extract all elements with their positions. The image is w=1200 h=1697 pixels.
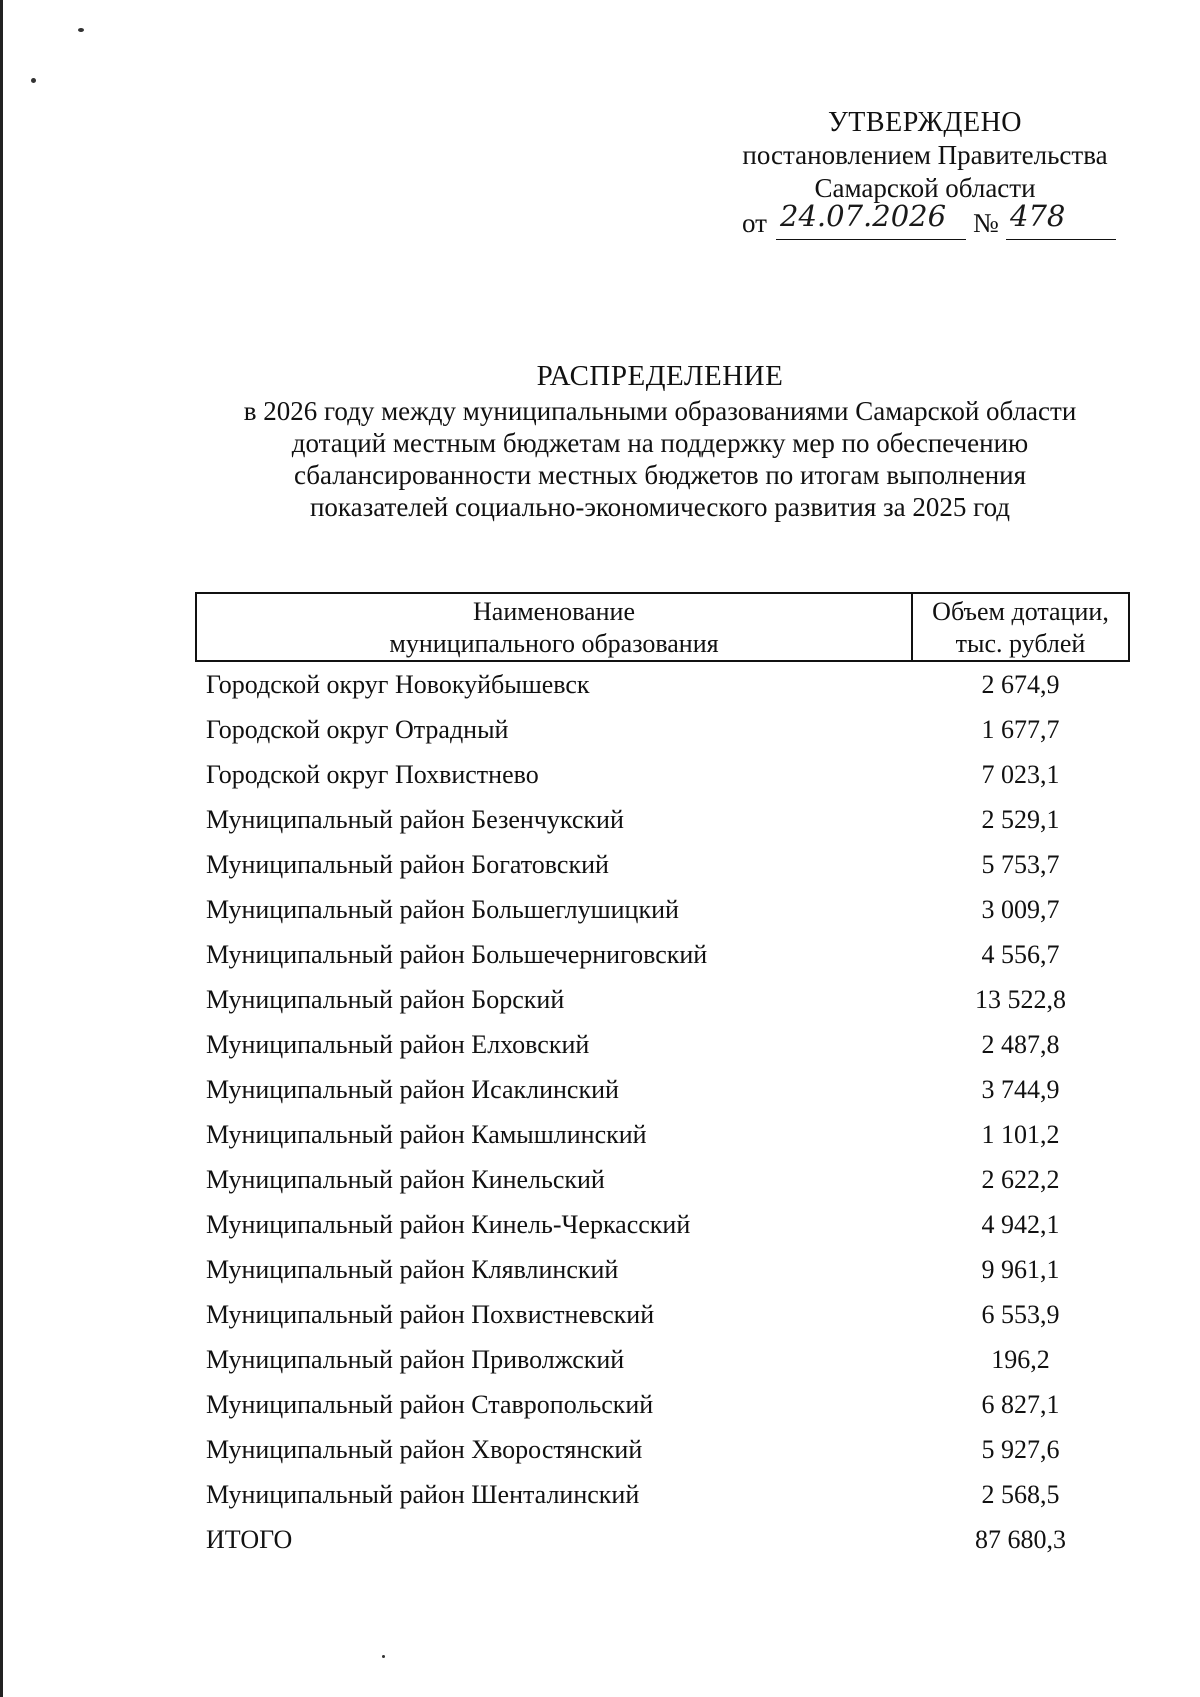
- table-row: [196, 977, 1129, 1022]
- header-name-column: [196, 593, 912, 661]
- table-row: [196, 1157, 1129, 1202]
- table-row: [196, 887, 1129, 932]
- table-row: [196, 1472, 1129, 1517]
- row-value: 2 622,2: [981, 1164, 1060, 1194]
- row-name: Городской округ Новокуйбышевск: [206, 669, 590, 699]
- row-name: Муниципальный район Безенчукский: [206, 804, 624, 834]
- table-row: [196, 842, 1129, 887]
- distribution-table: [195, 592, 1130, 1562]
- table-row: [196, 752, 1129, 797]
- table-row: [196, 1292, 1129, 1337]
- scan-speck: [31, 78, 36, 83]
- page-edge-line: [0, 0, 3, 1697]
- row-name: Муниципальный район Ставропольский: [206, 1389, 654, 1419]
- handwritten-number: 478: [1010, 199, 1066, 233]
- header-value-column: [912, 593, 1129, 661]
- row-name: Муниципальный район Хворостянский: [206, 1434, 643, 1464]
- document-title: РАСПРЕДЕЛЕНИЕ: [536, 360, 784, 392]
- table-row: [196, 1247, 1129, 1292]
- heading-line: показателей социально-экономического развития за 2025 год: [309, 492, 1011, 522]
- row-name: Муниципальный район Большечерниговский: [206, 939, 708, 969]
- table-row: [196, 1112, 1129, 1157]
- row-value: 6 553,9: [981, 1299, 1060, 1329]
- row-name: Муниципальный район Кинельский: [206, 1164, 605, 1194]
- row-value: 5 927,6: [981, 1434, 1060, 1464]
- table-row: [196, 1382, 1129, 1427]
- row-name: Муниципальный район Борский: [206, 984, 565, 1014]
- scan-speck: [78, 28, 84, 32]
- table-row: [196, 1427, 1129, 1472]
- row-value: 2 674,9: [981, 669, 1060, 699]
- table-body: [196, 661, 1129, 1562]
- approval-date-line: [720, 199, 1130, 245]
- number-sign: №: [973, 208, 999, 238]
- approval-line: Самарской области: [814, 173, 1036, 203]
- date-prefix: от: [742, 208, 767, 238]
- row-name: Муниципальный район Приволжский: [206, 1344, 625, 1374]
- row-value: 3 009,7: [981, 894, 1060, 924]
- table-header-row: [196, 593, 1129, 661]
- row-value: 9 961,1: [981, 1254, 1060, 1284]
- header-name-line: Наименование: [473, 597, 635, 626]
- row-name: Муниципальный район Кинель-Черкасский: [206, 1209, 691, 1239]
- total-value: 87 680,3: [975, 1524, 1066, 1554]
- scan-speck: [382, 1655, 385, 1658]
- row-value: 3 744,9: [981, 1074, 1060, 1104]
- approval-line: постановлением Правительства: [742, 140, 1108, 170]
- table-row: [196, 1202, 1129, 1247]
- approval-title: УТВЕРЖДЕНО: [827, 107, 1023, 138]
- row-value: 196,2: [991, 1344, 1050, 1374]
- number-underline: [1006, 239, 1116, 240]
- row-name: Муниципальный район Богатовский: [206, 849, 609, 879]
- table-row: [196, 932, 1129, 977]
- document-heading: [160, 360, 1160, 523]
- handwritten-date: 24.07.2026: [780, 199, 947, 233]
- table-row: [196, 661, 1129, 707]
- table-row: [196, 1022, 1129, 1067]
- table-row: [196, 707, 1129, 752]
- row-name: Муниципальный район Большеглушицкий: [206, 894, 679, 924]
- row-name: Муниципальный район Елховский: [206, 1029, 590, 1059]
- row-value: 4 556,7: [981, 939, 1060, 969]
- total-label: ИТОГО: [206, 1524, 293, 1554]
- date-underline: [776, 239, 966, 240]
- row-name: Муниципальный район Шенталинский: [206, 1479, 640, 1509]
- heading-line: сбалансированности местных бюджетов по итогам выполнения: [293, 460, 1027, 490]
- row-name: Городской округ Похвистнево: [206, 759, 539, 789]
- row-name: Муниципальный район Исаклинский: [206, 1074, 619, 1104]
- table-row: [196, 797, 1129, 842]
- row-value: 5 753,7: [981, 849, 1060, 879]
- header-value-line: тыс. рублей: [955, 629, 1086, 658]
- row-value: 2 529,1: [981, 804, 1060, 834]
- table-row: [196, 1337, 1129, 1382]
- row-value: 4 942,1: [981, 1209, 1060, 1239]
- row-name: Муниципальный район Похвистневский: [206, 1299, 655, 1329]
- header-name-line: муниципального образования: [389, 629, 719, 658]
- row-name: Муниципальный район Камышлинский: [206, 1119, 647, 1149]
- row-name: Муниципальный район Клявлинский: [206, 1254, 619, 1284]
- heading-line: дотаций местным бюджетам на поддержку мер по обеспечению: [291, 428, 1029, 458]
- row-value: 1 101,2: [981, 1119, 1060, 1149]
- total-row: [196, 1517, 1129, 1562]
- row-value: 13 522,8: [975, 984, 1066, 1014]
- row-value: 2 568,5: [981, 1479, 1060, 1509]
- row-name: Городской округ Отрадный: [206, 714, 509, 744]
- heading-line: в 2026 году между муниципальными образованиями Самарской области: [243, 396, 1077, 426]
- row-value: 1 677,7: [981, 714, 1060, 744]
- row-value: 7 023,1: [981, 759, 1060, 789]
- header-value-line: Объем дотации,: [932, 597, 1109, 626]
- approval-block: [720, 106, 1130, 245]
- row-value: 2 487,8: [981, 1029, 1060, 1059]
- table-row: [196, 1067, 1129, 1112]
- row-value: 6 827,1: [981, 1389, 1060, 1419]
